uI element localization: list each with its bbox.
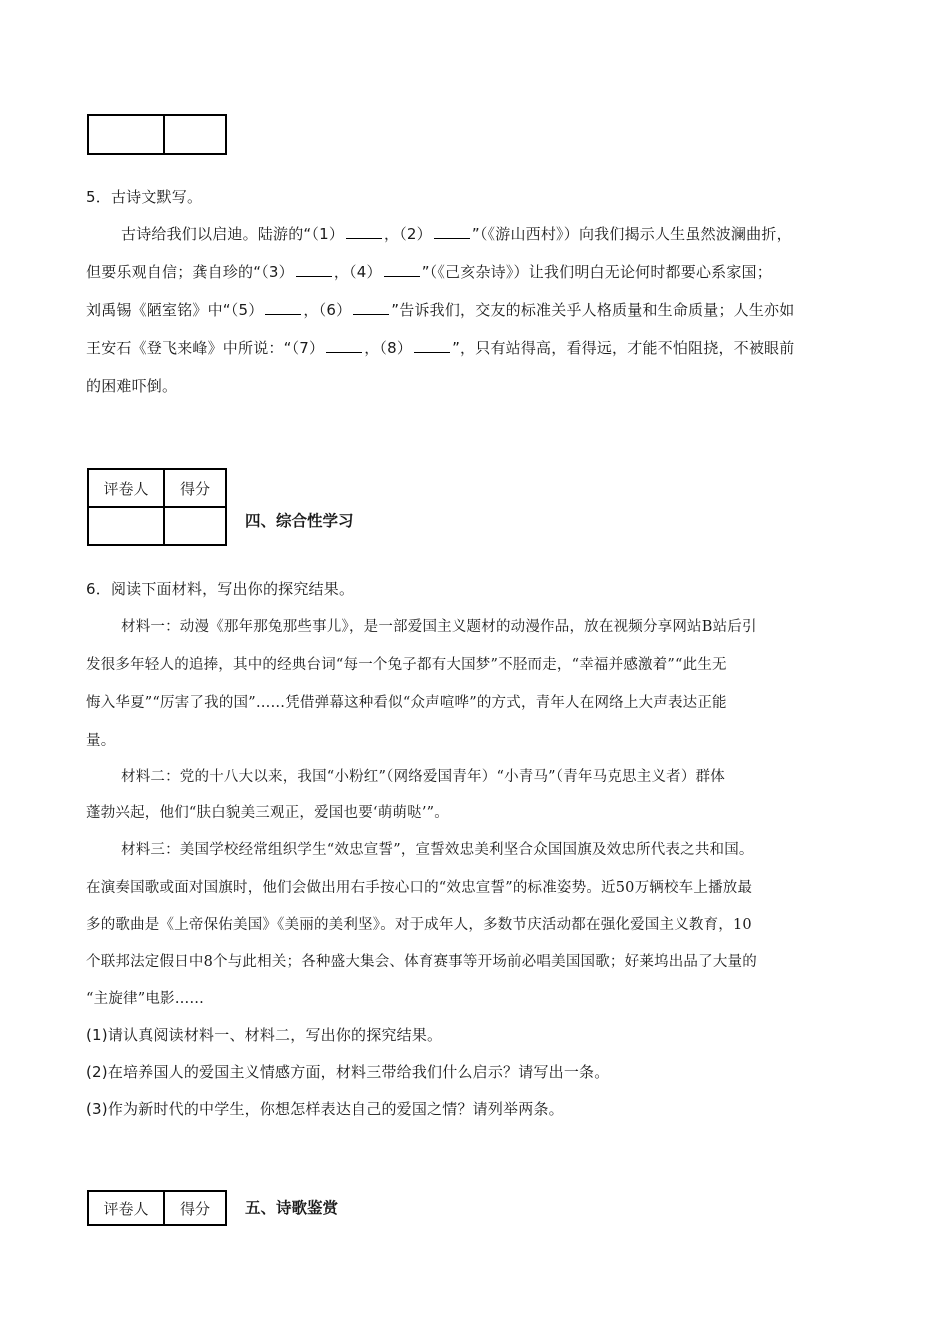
q6-title: 6．阅读下面材料，写出你的探究结果。 bbox=[86, 580, 355, 598]
answer-blank[interactable] bbox=[346, 224, 382, 239]
section4-title: 四、综合性学习 bbox=[245, 512, 354, 530]
section5-score-table bbox=[87, 1190, 227, 1226]
score-cell bbox=[164, 507, 226, 545]
answer-blank[interactable] bbox=[353, 300, 389, 315]
q6-question-2: (2)在培养国人的爱国主义情感方面，材料三带给我们什么启示？请写出一条。 bbox=[86, 1063, 610, 1081]
reviewer-cell bbox=[88, 507, 164, 545]
q6-material3-line: 多的歌曲是《上帝保佑美国》《美丽的美利坚》。对于成年人，多数节庆活动都在强化爱国主义教育，10 bbox=[86, 917, 752, 933]
section5-title: 五、诗歌鉴赏 bbox=[245, 1199, 339, 1217]
answer-blank[interactable] bbox=[414, 338, 450, 353]
q6-material2-line: 蓬勃兴起，他们“肤白貌美三观正，爱国也要‘萌萌哒’”。 bbox=[86, 805, 449, 821]
q6-material3-line: 材料三：美国学校经常组织学生“效忠宣誓”，宣誓效忠美利坚合众国国旗及效忠所代表之共和国。 bbox=[121, 842, 754, 858]
q6-material2-line: 材料二：党的十八大以来，我国“小粉红”（网络爱国青年）“小青马”（青年马克思主义者）群体 bbox=[121, 769, 725, 785]
answer-blank[interactable] bbox=[434, 224, 470, 239]
q6-material3-line: 在演奏国歌或面对国旗时，他们会做出用右手按心口的“效忠宣誓”的标准姿势。近50万辆校车上播放最 bbox=[86, 880, 753, 896]
q5-line-5: 的困难吓倒。 bbox=[86, 377, 178, 395]
answer-blank[interactable] bbox=[384, 262, 420, 277]
q6-material3-line: “主旋律”电影…… bbox=[86, 991, 205, 1007]
answer-blank[interactable] bbox=[296, 262, 332, 277]
top-score-table bbox=[87, 114, 227, 155]
q6-material1-line: 悔入华夏”“厉害了我的国”……凭借弹幕这种看似“众声喧哗”的方式，青年人在网络上大声表达正能 bbox=[86, 695, 727, 711]
answer-blank[interactable] bbox=[326, 338, 362, 353]
score-cell bbox=[88, 115, 164, 154]
q6-material1-line: 量。 bbox=[86, 733, 116, 749]
score-header: 得分 bbox=[164, 1191, 226, 1225]
q5-line-2: 但要乐观自信；龚自珍的“（3） ，（4） ”（《己亥杂诗》）让我们明白无论何时都要心系家国； bbox=[86, 263, 772, 281]
q5-title: 5．古诗文默写。 bbox=[86, 188, 203, 206]
q5-line-1: 古诗给我们以启迪。陆游的“（1） ，（2） ”（《游山西村》）向我们揭示人生虽然波澜曲折， bbox=[121, 225, 792, 243]
answer-blank[interactable] bbox=[265, 300, 301, 315]
section4-score-table bbox=[87, 468, 227, 546]
q6-question-1: (1)请认真阅读材料一、材料二，写出你的探究结果。 bbox=[86, 1026, 443, 1044]
score-header: 得分 bbox=[164, 469, 226, 507]
q6-material1-line: 材料一：动漫《那年那兔那些事儿》，是一部爱国主义题材的动漫作品，放在视频分享网站B站后引 bbox=[121, 619, 757, 635]
q6-material1-line: 发很多年轻人的追捧，其中的经典台词“每一个兔子都有大国梦”不胫而走，“幸福并感激着”“此生无 bbox=[86, 657, 727, 673]
q6-question-3: (3)作为新时代的中学生，你想怎样表达自己的爱国之情？请列举两条。 bbox=[86, 1100, 564, 1118]
q6-material3-line: 个联邦法定假日中8个与此相关；各种盛大集会、体育赛事等开场前必唱美国国歌；好莱坞出品了大量的 bbox=[86, 954, 757, 970]
reviewer-header: 评卷人 bbox=[88, 1191, 164, 1225]
q5-line-3: 刘禹锡《陋室铭》中“（5） ，（6） ”告诉我们，交友的标准关乎人格质量和生命质量；人生亦如 bbox=[86, 301, 795, 319]
q5-line-4: 王安石《登飞来峰》中所说：“（7） ，（8） ”，只有站得高，看得远，才能不怕阻挠，不被眼前 bbox=[86, 339, 795, 357]
reviewer-header: 评卷人 bbox=[88, 469, 164, 507]
score-cell bbox=[164, 115, 226, 154]
